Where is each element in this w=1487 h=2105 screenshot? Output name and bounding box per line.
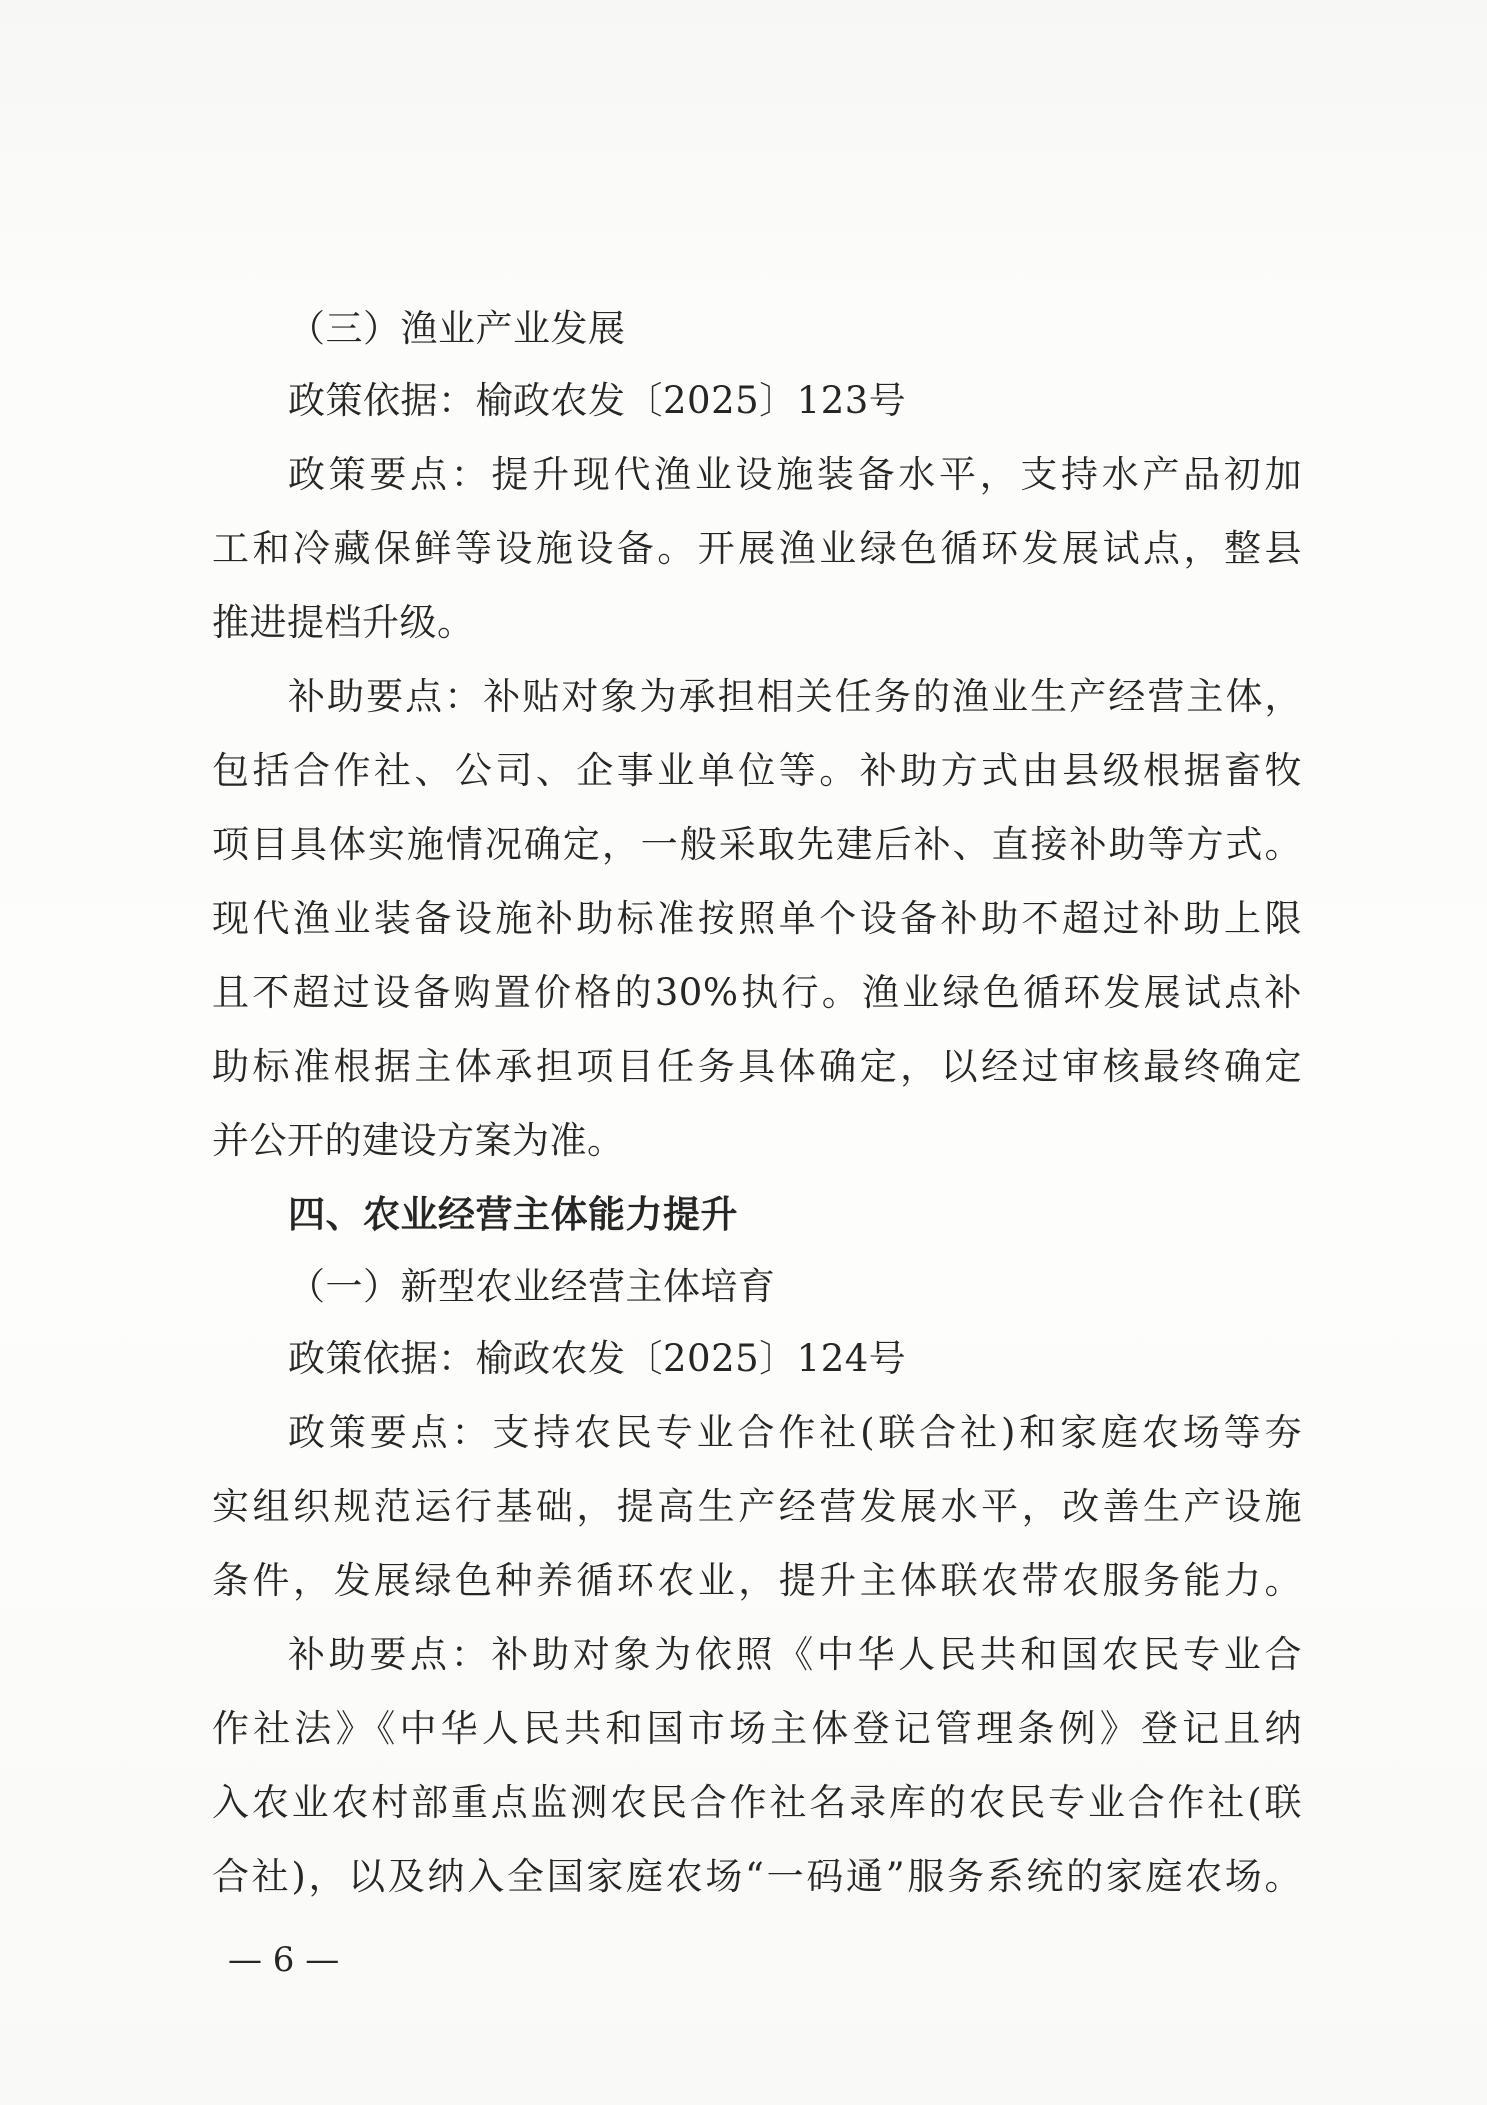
- policy-points-line: 实组织规范运行基础，提高生产经营发展水平，改善生产设施: [212, 1485, 1302, 1528]
- page-number: — 6 —: [228, 1940, 340, 1980]
- subsidy-points-line: 作社法》《中华人民共和国市场主体登记管理条例》登记且纳: [212, 1707, 1302, 1750]
- policy-basis-fishery: 政策依据：榆政农发〔2025〕123号: [288, 379, 907, 422]
- subsidy-points-line: 现代渔业装备设施补助标准按照单个设备补助不超过补助上限: [212, 897, 1302, 940]
- policy-points-line: 工和冷藏保鲜等设施设备。开展渔业绿色循环发展试点，整县: [212, 527, 1302, 570]
- section-heading-fishery: （三）渔业产业发展: [288, 307, 626, 350]
- policy-points-line: 条件，发展绿色种养循环农业，提升主体联农带农服务能力。: [212, 1559, 1302, 1602]
- policy-points-line: 政策要点：支持农民专业合作社(联合社)和家庭农场等夯: [288, 1411, 1302, 1454]
- subsidy-points-line: 包括合作社、公司、企事业单位等。补助方式由县级根据畜牧: [212, 749, 1302, 792]
- part-heading-capacity: 四、农业经营主体能力提升: [288, 1193, 738, 1236]
- policy-points-line: 政策要点：提升现代渔业设施装备水平，支持水产品初加: [288, 453, 1302, 496]
- subsidy-points-line: 合社)，以及纳入全国家庭农场“一码通”服务系统的家庭农场。: [212, 1855, 1302, 1898]
- subsidy-points-line: 项目具体实施情况确定，一般采取先建后补、直接补助等方式。: [212, 823, 1302, 866]
- subsidy-points-line: 补助要点：补助对象为依照《中华人民共和国农民专业合: [288, 1633, 1302, 1676]
- policy-basis-new-entities: 政策依据：榆政农发〔2025〕124号: [288, 1337, 907, 1380]
- subsidy-points-line: 助标准根据主体承担项目任务具体确定，以经过审核最终确定: [212, 1045, 1302, 1088]
- subsidy-points-line: 并公开的建设方案为准。: [212, 1119, 625, 1162]
- subsidy-points-line: 入农业农村部重点监测农民合作社名录库的农民专业合作社(联: [212, 1781, 1302, 1824]
- subsidy-points-line: 补助要点：补贴对象为承担相关任务的渔业生产经营主体，: [288, 675, 1302, 718]
- policy-points-line: 推进提档升级。: [212, 601, 475, 644]
- section-heading-new-entities: （一）新型农业经营主体培育: [288, 1265, 776, 1308]
- subsidy-points-line: 且不超过设备购置价格的30%执行。渔业绿色循环发展试点补: [212, 971, 1302, 1014]
